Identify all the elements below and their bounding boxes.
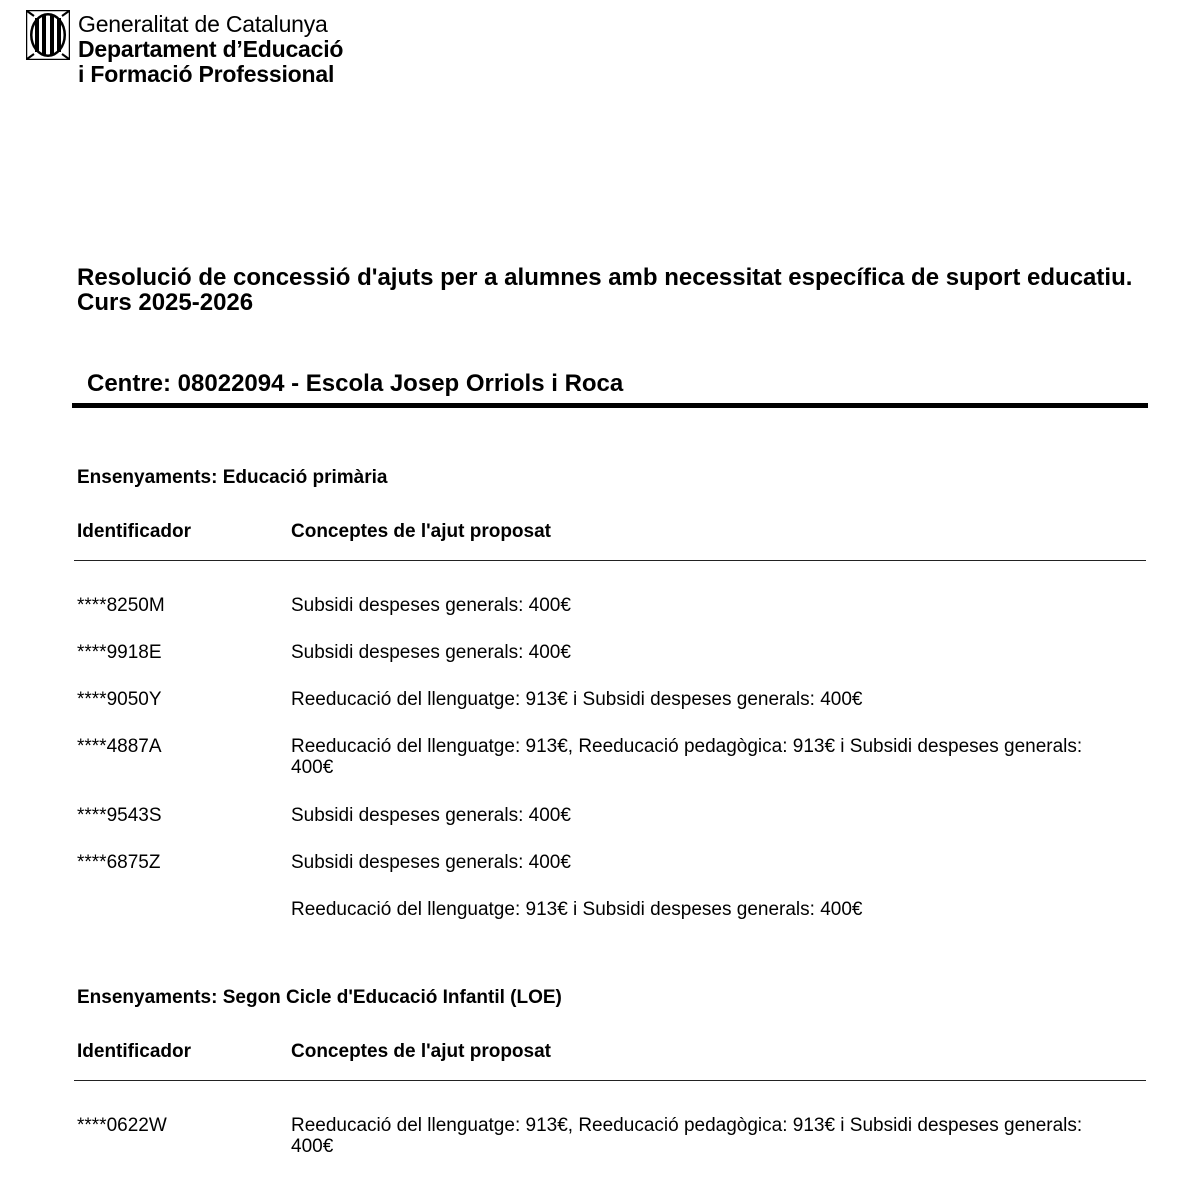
table-row-concepts: Subsidi despeses generals: 400€ (291, 805, 571, 826)
table-row-concepts: Subsidi despeses generals: 400€ (291, 852, 571, 873)
column-header-identificador: Identificador (77, 521, 192, 542)
table-row-id: ****4887A (77, 736, 162, 757)
table-row-concepts: Reeducació del llenguatge: 913€ i Subsidi despeses generals: 400€ (291, 689, 863, 710)
table-row-concepts: Reeducació del llenguatge: 913€, Reeducació pedagògica: 913€ i Subsidi despeses generals: 400€ (291, 1115, 1083, 1157)
org-name: Generalitat de Catalunya (78, 11, 328, 37)
centre-heading: Centre: 08022094 - Escola Josep Orriols i Roca (87, 370, 624, 397)
section-title-infantil: Ensenyaments: Segon Cicle d'Educació Infantil (LOE) (77, 987, 562, 1008)
document-title: Resolució de concessió d'ajuts per a alumnes amb necessitat específica de suport educatiu. Curs 2025-2026 (77, 264, 1133, 316)
table-row-id: ****9050Y (77, 689, 162, 710)
table-row-concepts: Subsidi despeses generals: 400€ (291, 595, 571, 616)
centre-divider (72, 403, 1148, 408)
column-header-conceptes: Conceptes de l'ajut proposat (291, 521, 551, 542)
table-row-id: ****9918E (77, 642, 162, 663)
section-title-primaria: Ensenyaments: Educació primària (77, 467, 388, 488)
table-row-concepts: Subsidi despeses generals: 400€ (291, 642, 571, 663)
table-row-id: ****0622W (77, 1115, 167, 1136)
table-row-concepts: Reeducació del llenguatge: 913€, Reeducació pedagògica: 913€ i Subsidi despeses generals: 400€ (291, 736, 1083, 778)
table-header-divider (74, 1080, 1146, 1081)
letterhead (26, 10, 343, 87)
table-row-id: ****9543S (77, 805, 162, 826)
table-row-id: ****6875Z (77, 852, 161, 873)
column-header-identificador: Identificador (77, 1041, 192, 1062)
generalitat-shield-icon (26, 10, 70, 60)
department-name-line2: i Formació Professional (78, 61, 335, 87)
column-header-conceptes: Conceptes de l'ajut proposat (291, 1041, 551, 1062)
table-row-id: ****8250M (77, 595, 165, 616)
table-header-divider (74, 560, 1146, 561)
department-name: Departament d’Educació (78, 36, 344, 62)
table-row-concepts: Reeducació del llenguatge: 913€ i Subsidi despeses generals: 400€ (291, 899, 863, 920)
